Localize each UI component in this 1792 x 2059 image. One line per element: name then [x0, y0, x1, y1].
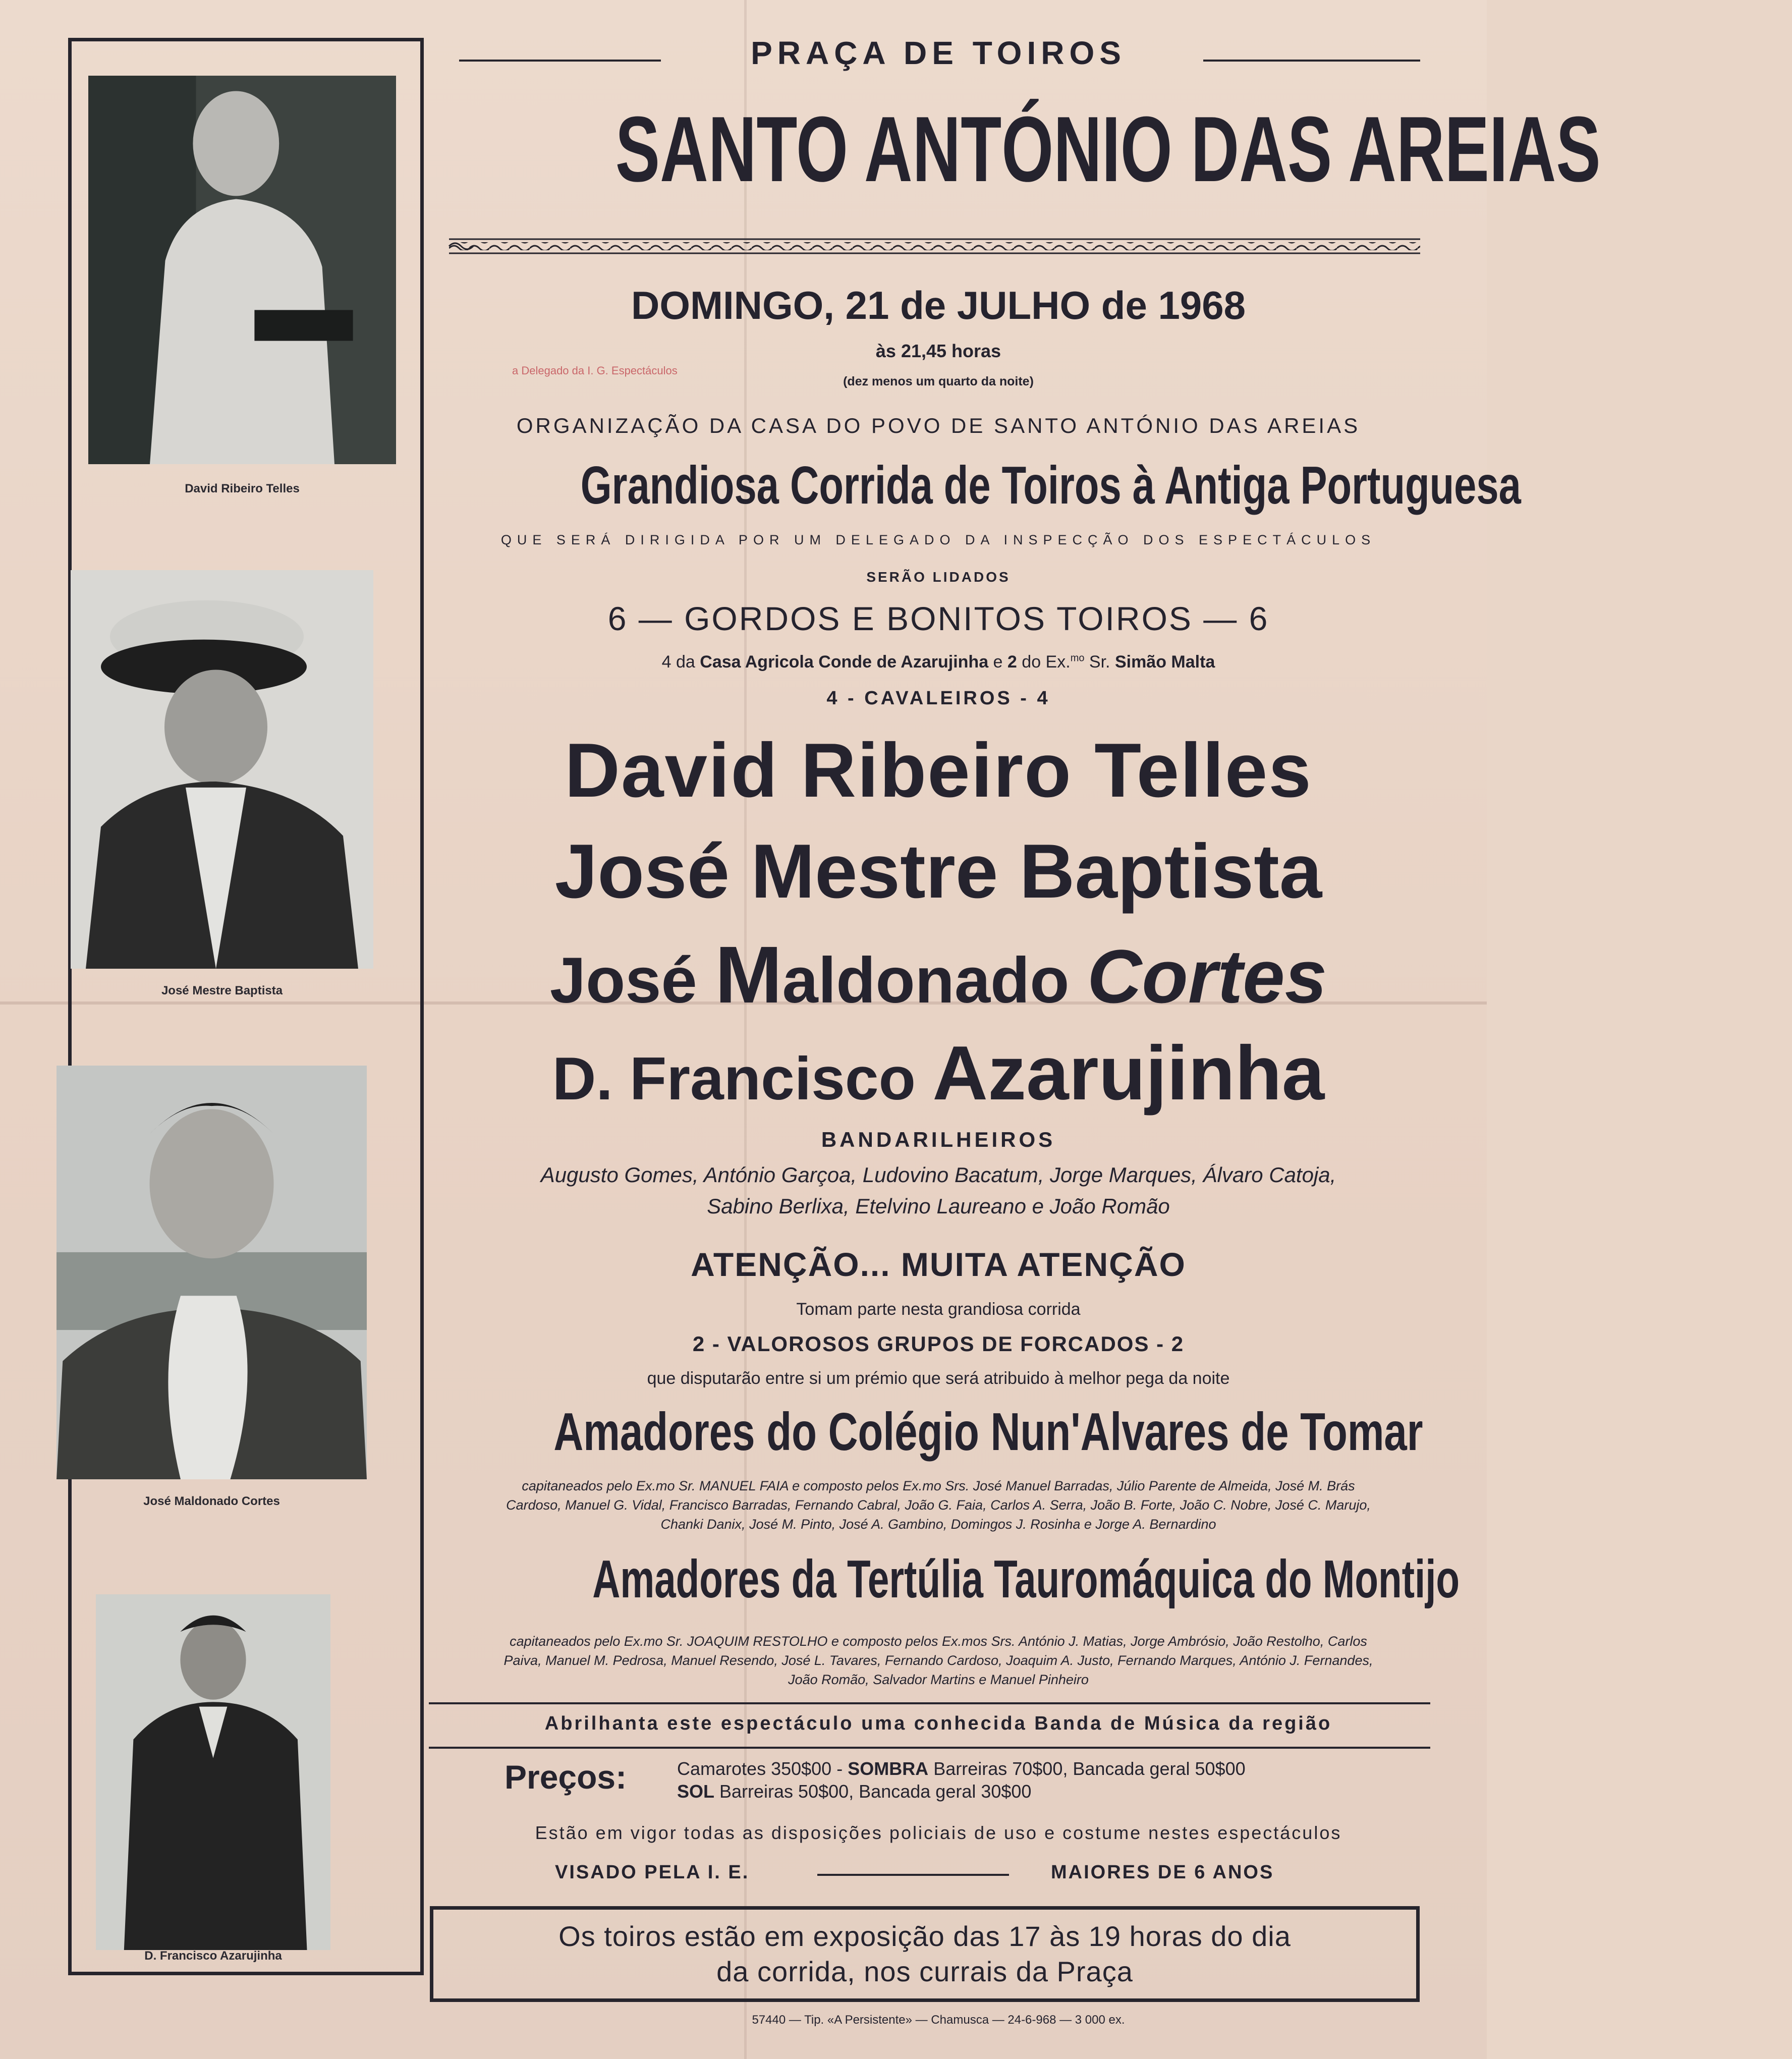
photo-caption: David Ribeiro Telles — [185, 482, 300, 495]
event-time-note: (dez menos um quarto da noite) — [843, 374, 1034, 388]
group1-name: Amadores do Colégio Nun'Alvares de Tomar — [553, 1402, 1423, 1462]
directed-by-line: QUE SERÁ DIRIGIDA POR UM DELEGADO DA INSPECÇÃO DOS ESPECTÁCULOS — [500, 532, 1376, 547]
price-text: Barreiras 70$00, Bancada geral 50$00 — [928, 1758, 1246, 1779]
footer-rule — [429, 1702, 1430, 1704]
bulls-origin-text: do Ex. — [1017, 652, 1071, 672]
bulls-origin — [424, 652, 1453, 672]
price-sol-label: SOL — [677, 1781, 715, 1802]
footer-rule — [429, 1747, 1430, 1749]
footer-dash — [817, 1874, 1009, 1876]
exhibition-notice-line-2: da corrida, nos currais da Praça — [716, 1956, 1133, 1987]
group2-members-line-1: capitaneados pelo Ex.mo Sr. JOAQUIM RESTOLHO e composto pelos Ex.mos Srs. António J. Matias, Jorge Ambrósio, João Restolho, Carlos — [510, 1634, 1367, 1649]
exhibition-notice-line-1: Os toiros estão em exposição das 17 às 19 horas do dia — [558, 1920, 1291, 1952]
venue-name: SANTO ANTÓNIO DAS AREIAS — [615, 97, 1601, 201]
group2-members-line-3: João Romão, Salvador Martins e Manuel Pinheiro — [788, 1672, 1089, 1687]
cavaleiro-name-part: D. Francisco — [552, 1045, 933, 1112]
bulls-origin-breeder: Simão Malta — [1114, 652, 1215, 672]
faint-stamp: a Delegado da I. G. Espectáculos — [512, 364, 678, 377]
venue-name-wrap — [424, 97, 1601, 214]
portrait-photo-jose-maldonado-cortes — [57, 1066, 367, 1479]
bulls-origin-text: Sr. — [1084, 652, 1115, 672]
group2-name-wrap — [424, 1549, 1460, 1615]
forcados-groups: 2 - VALOROSOS GRUPOS DE FORCADOS - 2 — [692, 1332, 1185, 1356]
group1-members-line-1: capitaneados pelo Ex.mo Sr. MANUEL FAIA e composto pelos Ex.mo Srs. José Manuel Barradas, Júlio Parente de Almeida, José M. Brás — [522, 1478, 1355, 1493]
band-line: Abrilhanta este espectáculo uma conhecida Banda de Música da região — [544, 1713, 1332, 1734]
bulls-origin-ranch: Casa Agricola Conde de Azarujinha — [700, 652, 989, 672]
photo-caption: José Mestre Baptista — [161, 984, 283, 997]
event-title-wrap — [424, 455, 1521, 521]
group1-name-wrap — [424, 1402, 1453, 1462]
bulls-origin-sup: mo — [1070, 652, 1085, 664]
cavaleiro-name-part: Azarujinha — [932, 1030, 1325, 1116]
price-text: Barreiras 50$00, Bancada geral 30$00 — [714, 1781, 1032, 1802]
printer-line: 57440 — Tip. «A Persistente» — Chamusca — 24-6-968 — 3 000 ex. — [752, 2013, 1125, 2027]
bandarilheiros-line-2: Sabino Berlixa, Etelvino Laureano e João Romão — [707, 1194, 1170, 1218]
price-sombra-label: SOMBRA — [848, 1758, 929, 1779]
bandarilheiros-line-1: Augusto Gomes, António Garçoa, Ludovino Bacatum, Jorge Marques, Álvaro Catoja, — [540, 1163, 1336, 1187]
cavaleiros-header: 4 - CAVALEIROS - 4 — [826, 688, 1050, 709]
price-text: Camarotes 350$00 - — [677, 1758, 848, 1779]
portrait-photo-david-ribeiro-telles — [88, 76, 396, 464]
age-restriction: MAIORES DE 6 ANOS — [1051, 1862, 1274, 1883]
prices-label: Preços: — [505, 1758, 627, 1796]
photo-caption: D. Francisco Azarujinha — [144, 1949, 282, 1963]
venue-line: PRAÇA DE TOIROS — [751, 35, 1126, 71]
portrait-photo-jose-mestre-baptista — [71, 570, 373, 969]
police-line: Estão em vigor todas as disposições policiais de uso e costume nestes espectáculos — [535, 1822, 1342, 1843]
group2-name: Amadores da Tertúlia Tauromáquica do Montijo — [592, 1549, 1460, 1609]
cavaleiro-name-part: Cortes — [1087, 934, 1327, 1019]
take-part-line: Tomam parte nesta grandiosa corrida — [796, 1300, 1081, 1319]
bulls-origin-count: 2 — [1007, 652, 1017, 672]
group1-members-line-2: Cardoso, Manuel G. Vidal, Francisco Barradas, Fernando Cabral, João G. Faia, Carlos A. Serra, João B. Forte, João C. Nobre, José C. Marujo, — [506, 1497, 1371, 1513]
group1-members-line-3: Chanki Danix, José M. Pinto, José A. Gambino, Domingos J. Rosinha e Jorge A. Bernardino — [660, 1517, 1216, 1532]
bulls-origin-text: 4 da — [661, 652, 700, 672]
organization-line: ORGANIZAÇÃO DA CASA DO POVO DE SANTO ANTÓNIO DAS AREIAS — [516, 414, 1361, 437]
bulls-origin-text: e — [988, 652, 1007, 672]
lidados-label: SERÃO LIDADOS — [866, 569, 1011, 585]
event-time: às 21,45 horas — [875, 341, 1001, 361]
prices-line-1 — [677, 1758, 1246, 1779]
bandarilheiros-header: BANDARILHEIROS — [821, 1128, 1056, 1151]
cavaleiro-jose-mestre-baptista: José Mestre Baptista — [554, 828, 1322, 914]
exhibition-notice-box — [430, 1906, 1420, 2002]
ornament-border — [449, 236, 1420, 256]
portrait-photo-d-francisco-azarujinha — [96, 1594, 330, 1950]
visado-label: VISADO PELA I. E. — [555, 1862, 750, 1883]
prices-line-2 — [677, 1781, 1031, 1802]
event-title: Grandiosa Corrida de Toiros à Antiga Portuguesa — [580, 456, 1521, 515]
group2-members-line-2: Paiva, Manuel M. Pedrosa, Manuel Resendo, José L. Tavares, Fernando Cardoso, Joaquim A. Justo, Fernando Marques, António J. Fernandes, — [503, 1653, 1373, 1668]
cavaleiro-d-francisco-azarujinha — [424, 1029, 1453, 1118]
cavaleiro-name-part: José — [549, 944, 715, 1017]
event-date: DOMINGO, 21 de JULHO de 1968 — [631, 283, 1246, 327]
cavaleiro-jose-maldonado-cortes — [424, 928, 1453, 1021]
cavaleiro-name-part: aldonado — [782, 944, 1087, 1017]
bulls-count: 6 — GORDOS E BONITOS TOIROS — 6 — [607, 600, 1269, 637]
attention-line: ATENÇÃO... MUITA ATENÇÃO — [691, 1246, 1186, 1283]
photo-caption: José Maldonado Cortes — [143, 1494, 280, 1508]
cavaleiro-david-ribeiro-telles: David Ribeiro Telles — [565, 728, 1312, 813]
prize-line: que disputarão entre si um prémio que será atribuido à melhor pega da noite — [647, 1369, 1230, 1388]
cavaleiro-name-part: M — [715, 929, 782, 1020]
